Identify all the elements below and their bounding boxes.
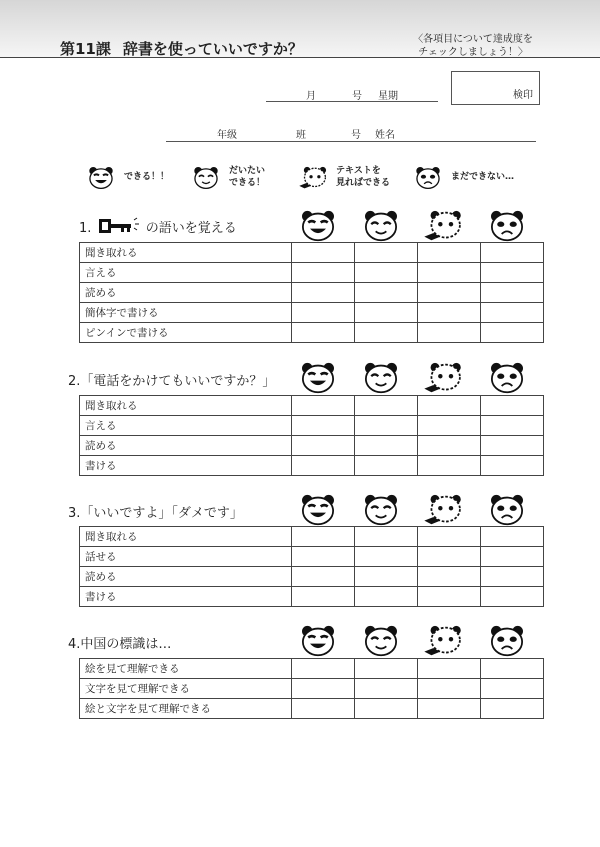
check-cell[interactable] [292,416,355,436]
legend-label-text-2: 見ればできる [336,178,391,188]
check-cell[interactable] [418,547,481,567]
smiling-panda-icon [193,166,219,190]
table-row [80,416,544,436]
check-cell[interactable] [481,547,544,567]
student-number-label: 号 [351,130,361,141]
reading-panda-icon [422,362,464,394]
table-row [80,263,544,283]
check-cell[interactable] [481,263,544,283]
row-label: 書ける [80,456,292,476]
check-cell[interactable] [355,303,418,323]
row-label: 絵と文字を見て理解できる [80,699,292,719]
check-cell[interactable] [481,527,544,547]
note-line-1: 〈各項目について達成度を [413,34,533,45]
check-cell[interactable] [355,699,418,719]
check-cell[interactable] [418,243,481,263]
stamp-box [451,71,540,105]
note-line-2: チェックしましょう！〉 [418,47,528,58]
check-cell[interactable] [418,456,481,476]
check-cell[interactable] [292,547,355,567]
row-label: 聞き取れる [80,243,292,263]
worried-panda-icon [487,362,527,394]
month-label: 月 [306,91,316,102]
check-cell[interactable] [418,699,481,719]
check-cell[interactable] [355,263,418,283]
check-cell[interactable] [481,303,544,323]
check-cell[interactable] [481,679,544,699]
worried-panda-icon [487,494,527,526]
smiling-panda-icon [361,362,401,394]
laughing-panda-icon [88,166,114,190]
section-3-number: 3. [68,506,81,521]
smiling-panda-icon [361,625,401,657]
section-3-title: 「いいですよ」「ダメです」 [80,506,243,521]
check-cell[interactable] [292,263,355,283]
check-cell[interactable] [355,416,418,436]
check-cell[interactable] [292,456,355,476]
legend-label-mostly-2: できる！ [229,178,266,188]
check-cell[interactable] [481,699,544,719]
section-2-table [79,395,544,476]
laughing-panda-icon [298,362,338,394]
table-row [80,243,544,263]
check-cell[interactable] [355,283,418,303]
section-4-table [79,658,544,719]
worried-panda-icon [487,625,527,657]
table-row [80,396,544,416]
check-cell[interactable] [481,567,544,587]
name-label: 姓名 [375,130,395,141]
legend-label-text-1: テキストを [336,166,381,176]
row-label: 絵を見て理解できる [80,659,292,679]
check-cell[interactable] [355,679,418,699]
section-3-heading [68,502,243,521]
check-cell[interactable] [418,283,481,303]
check-cell[interactable] [292,699,355,719]
section-2-heading [68,370,275,389]
check-cell[interactable] [481,587,544,607]
class-label: 班 [296,130,306,141]
worried-panda-icon [487,210,527,242]
check-cell[interactable] [418,567,481,587]
check-cell[interactable] [355,243,418,263]
row-label: 読める [80,567,292,587]
number-label: 号 [352,91,362,102]
row-label: 聞き取れる [80,527,292,547]
section-1-table [79,242,544,343]
section-4-number: 4. [68,637,81,652]
row-label: 文字を見て理解できる [80,679,292,699]
reading-panda-icon [422,494,464,526]
check-cell[interactable] [355,436,418,456]
check-cell[interactable] [292,323,355,343]
check-cell[interactable] [292,396,355,416]
check-cell[interactable] [292,659,355,679]
check-cell[interactable] [292,679,355,699]
check-cell[interactable] [418,436,481,456]
row-label: 簡体字で書ける [80,303,292,323]
check-cell[interactable] [481,396,544,416]
reading-panda-icon [298,166,328,190]
check-cell[interactable] [355,587,418,607]
table-row [80,679,544,699]
table-row [80,527,544,547]
check-cell[interactable] [481,436,544,456]
reading-panda-icon [422,625,464,657]
grade-label: 年级 [217,130,237,141]
key-icon [98,217,140,235]
check-cell[interactable] [418,527,481,547]
check-cell[interactable] [355,323,418,343]
date-underline [266,101,438,102]
table-row [80,547,544,567]
table-row [80,699,544,719]
table-row [80,436,544,456]
row-label: 書ける [80,587,292,607]
lesson-label: 第11課 [60,40,111,58]
check-cell[interactable] [418,323,481,343]
lesson-title: 辞書を使っていいですか？ [122,40,303,58]
row-label: ピンインで書ける [80,323,292,343]
laughing-panda-icon [298,494,338,526]
check-cell[interactable] [481,323,544,343]
check-cell[interactable] [418,679,481,699]
table-row [80,283,544,303]
instruction-note [398,33,548,59]
check-cell[interactable] [292,303,355,323]
check-cell[interactable] [292,283,355,303]
check-cell[interactable] [418,396,481,416]
stamp-label: 検印 [513,90,533,101]
check-cell[interactable] [292,567,355,587]
legend-label-mostly-1: だいたい [229,166,266,176]
check-cell[interactable] [355,567,418,587]
section-1-title: の語いを覚える [145,221,237,236]
laughing-panda-icon [298,210,338,242]
reading-panda-icon [422,210,464,242]
check-cell[interactable] [355,659,418,679]
check-cell[interactable] [355,547,418,567]
table-row [80,456,544,476]
student-underline [166,141,536,142]
table-row [80,323,544,343]
check-cell[interactable] [418,303,481,323]
section-2-number: 2. [68,374,81,389]
check-cell[interactable] [481,456,544,476]
check-cell[interactable] [418,587,481,607]
check-cell[interactable] [355,396,418,416]
table-row [80,567,544,587]
section-1-heading [79,217,237,236]
laughing-panda-icon [298,625,338,657]
check-cell[interactable] [292,243,355,263]
row-label: 言える [80,416,292,436]
row-label: 読める [80,283,292,303]
check-cell[interactable] [481,243,544,263]
legend-label-not-yet: まだできない… [451,172,515,182]
table-row [80,587,544,607]
section-2-title: 「電話をかけてもいいですか？」 [80,374,276,389]
check-cell[interactable] [292,436,355,456]
check-cell[interactable] [418,416,481,436]
check-cell[interactable] [481,416,544,436]
smiling-panda-icon [361,210,401,242]
check-cell[interactable] [481,659,544,679]
check-cell[interactable] [418,659,481,679]
check-cell[interactable] [292,587,355,607]
section-1-number: 1. [79,221,92,236]
legend-label-can: できる！！ [124,172,170,182]
section-4-title: 中国の標識は… [80,637,172,652]
row-label: 読める [80,436,292,456]
section-4-heading [68,633,171,652]
smiling-panda-icon [361,494,401,526]
page-title [60,38,315,59]
section-3-table [79,526,544,607]
row-label: 聞き取れる [80,396,292,416]
check-cell[interactable] [355,527,418,547]
worried-panda-icon [415,166,441,190]
check-cell[interactable] [481,283,544,303]
row-label: 話せる [80,547,292,567]
weekday-label: 星期 [378,91,398,102]
check-cell[interactable] [355,456,418,476]
check-cell[interactable] [418,263,481,283]
row-label: 言える [80,263,292,283]
check-cell[interactable] [292,527,355,547]
table-row [80,659,544,679]
table-row [80,303,544,323]
